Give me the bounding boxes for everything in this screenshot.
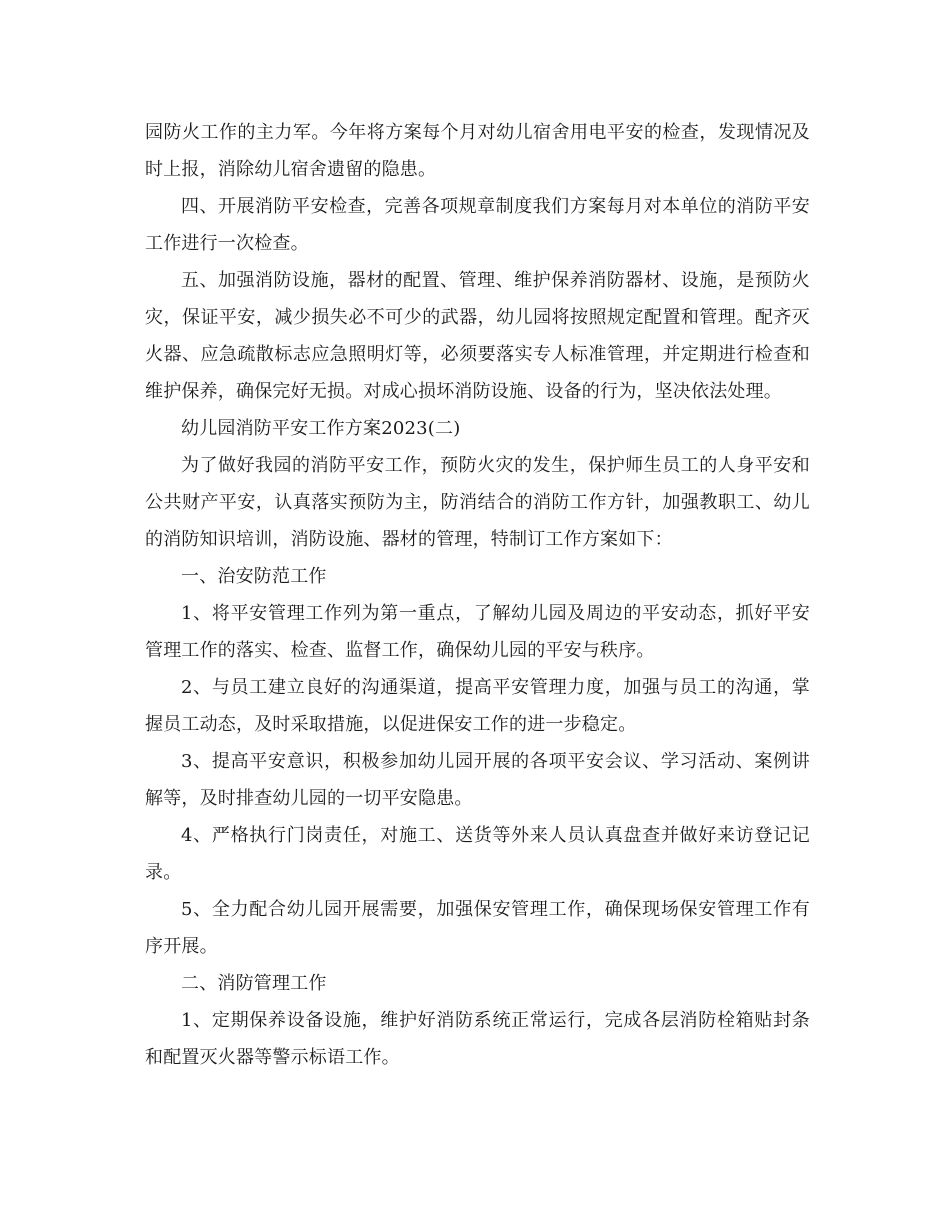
list-item: 4、严格执行门岗责任，对施工、送货等外来人员认真盘查并做好来访登记记录。 bbox=[145, 825, 810, 883]
paragraph-intro: 为了做好我园的消防平安工作，预防火灾的发生，保护师生员工的人身平安和公共财产平安，认真落实预防为主，防消结合的消防工作方针，加强教职工、幼儿的消防知识培训，消防设施、器材的管理，特制订工作方案如下： bbox=[145, 455, 810, 550]
subheading-fire-management: 二、消防管理工作 bbox=[181, 973, 327, 994]
section-heading: 幼儿园消防平安工作方案2023(二) bbox=[181, 418, 461, 439]
document-body bbox=[145, 114, 810, 1076]
list-item: 1、将平安管理工作列为第一重点，了解幼儿园及周边的平安动态，抓好平安管理工作的落实、检查、监督工作，确保幼儿园的平安与秩序。 bbox=[145, 603, 810, 661]
list-item: 2、与员工建立良好的沟通渠道，提高平安管理力度，加强与员工的沟通，掌握员工动态，及时采取措施，以促进保安工作的进一步稳定。 bbox=[145, 677, 810, 735]
subheading-security: 一、治安防范工作 bbox=[181, 566, 327, 587]
paragraph-item-four: 四、开展消防平安检查，完善各项规章制度我们方案每月对本单位的消防平安工作进行一次检查。 bbox=[145, 196, 810, 254]
paragraph-continuation: 园防火工作的主力军。今年将方案每个月对幼儿宿舍用电平安的检查，发现情况及时上报，消除幼儿宿舍遗留的隐患。 bbox=[145, 122, 810, 180]
list-item: 3、提高平安意识，积极参加幼儿园开展的各项平安会议、学习活动、案例讲解等，及时排查幼儿园的一切平安隐患。 bbox=[145, 751, 810, 809]
list-item: 1、定期保养设备设施，维护好消防系统正常运行，完成各层消防栓箱贴封条和配置灭火器等警示标语工作。 bbox=[145, 1010, 810, 1068]
paragraph-item-five: 五、加强消防设施，器材的配置、管理、维护保养消防器材、设施，是预防火灾，保证平安，减少损失必不可少的武器，幼儿园将按照规定配置和管理。配齐灭火器、应急疏散标志应急照明灯等，必须要落实专人标准管理，并定期进行检查和维护保养，确保完好无损。对成心损坏消防设施、设备的行为，坚决依法处理。 bbox=[145, 270, 810, 402]
list-item: 5、全力配合幼儿园开展需要，加强保安管理工作，确保现场保安管理工作有序开展。 bbox=[145, 899, 810, 957]
